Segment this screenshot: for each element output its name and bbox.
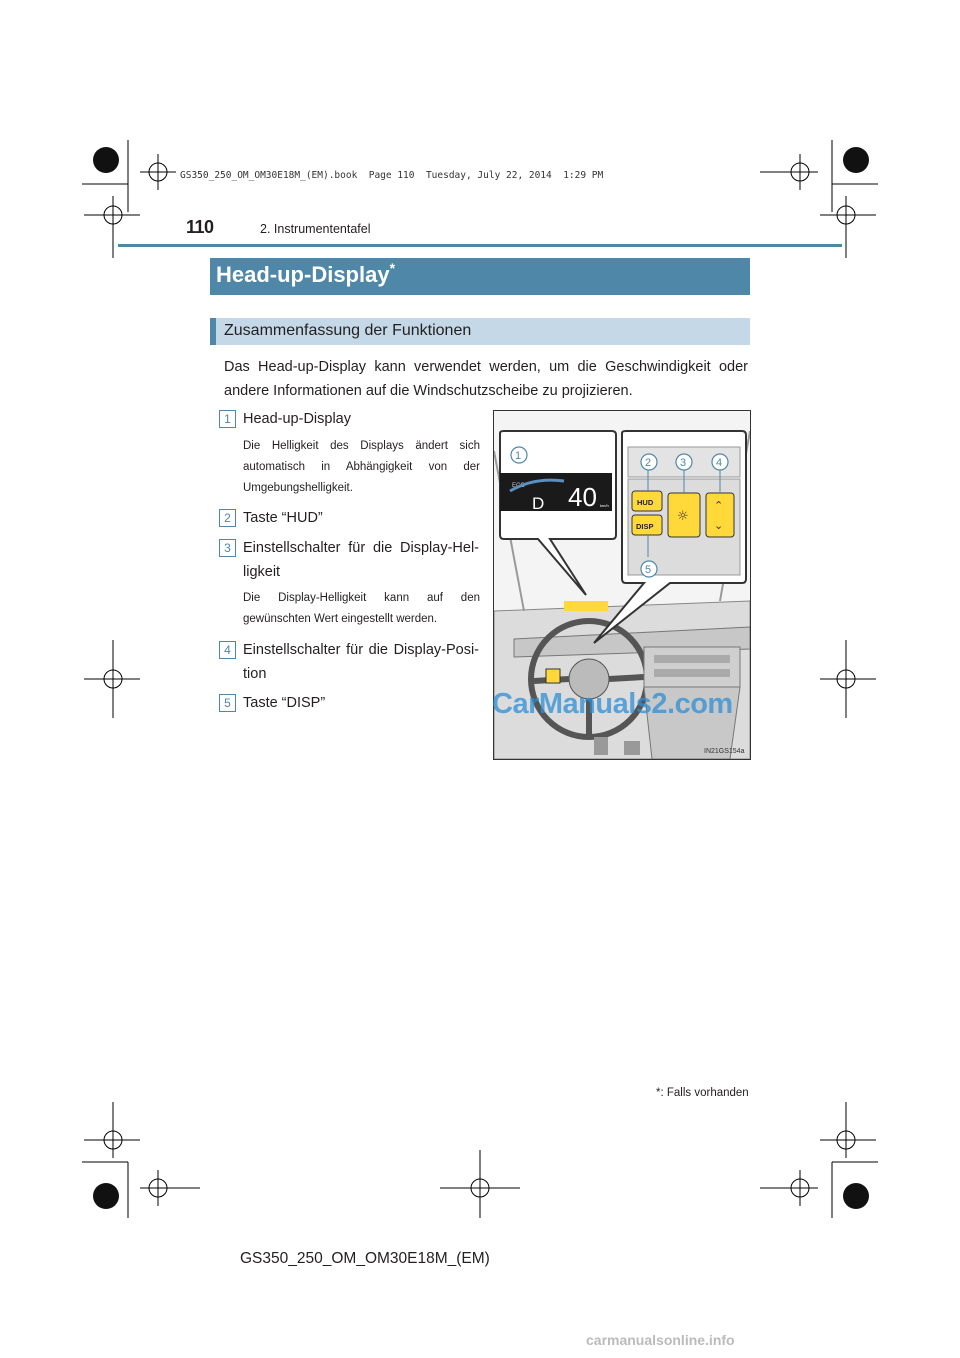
footnote-text: : Falls vorhanden	[660, 1087, 749, 1099]
hud-unit: km/h	[600, 503, 609, 508]
callout-2: 2	[645, 457, 652, 469]
item-title-1: Head-up-Display	[243, 411, 351, 427]
callout-4: 4	[716, 457, 723, 469]
hud-eco-label: ECO	[512, 483, 526, 489]
item-title-4: Einstellschalter für die Display-Posi-tion	[243, 642, 479, 682]
callout-5: 5	[645, 564, 652, 576]
item-note-3: Die Display-Helligkeit kann auf den gewünschten Wert eingestellt werden.	[243, 592, 480, 625]
book-info: GS350_250_OM_OM30E18M_(EM).book Page 110 Tuesday, July 22, 2014 1:29 PM	[180, 170, 604, 181]
site-logo: carmanualsonline.info	[586, 1332, 735, 1348]
item-title-2: Taste “HUD”	[243, 510, 323, 526]
hud-button-label: HUD	[637, 498, 654, 507]
document-code: GS350_250_OM_OM30E18M_(EM)	[240, 1250, 490, 1267]
item-title-3: Einstellschalter für die Display-Hel-ligkeit	[243, 540, 479, 580]
availability-marker: *	[389, 260, 396, 276]
header-rule	[118, 244, 842, 247]
item-title-5: Taste “DISP”	[243, 695, 326, 711]
item-number-5: 5	[219, 694, 236, 712]
brightness-icon: ☼	[677, 509, 689, 524]
page-number: 110	[186, 217, 214, 237]
crosshair-tl	[140, 154, 176, 190]
subsection-title: Zusammenfassung der Funktionen	[224, 322, 472, 339]
hud-gear: D	[532, 494, 545, 513]
callout-3: 3	[680, 457, 687, 469]
position-up-icon: ⌃	[714, 499, 724, 512]
section-title-text: Head-up-Display	[216, 262, 390, 287]
item-number-4: 4	[219, 641, 236, 659]
intro-paragraph: Das Head-up-Display kann verwendet werden, um die Geschwindigkeit oder andere Informationen auf die Windschutzscheibe zu projizieren.	[224, 359, 748, 399]
item-number-3: 3	[219, 539, 236, 557]
chapter-title: 2. Instrumententafel	[260, 222, 371, 236]
disp-button-label: DISP	[636, 522, 654, 531]
section-title	[216, 262, 395, 288]
footnote	[656, 1087, 749, 1099]
callout-1: 1	[515, 450, 522, 462]
footnote-marker: *	[656, 1087, 661, 1099]
item-note-1: Die Helligkeit des Displays ändert sich automatisch in Abhängigkeit von der Umgebungshelligkeit.	[243, 440, 480, 494]
hud-speed: 40	[568, 482, 597, 512]
figure-code: IN21GS154a	[704, 748, 745, 755]
position-down-icon: ⌄	[714, 519, 724, 532]
subsection-accent	[210, 318, 216, 345]
item-number-1: 1	[219, 410, 236, 428]
item-number-2: 2	[219, 509, 236, 527]
watermark: CarManuals2.com	[492, 688, 733, 720]
